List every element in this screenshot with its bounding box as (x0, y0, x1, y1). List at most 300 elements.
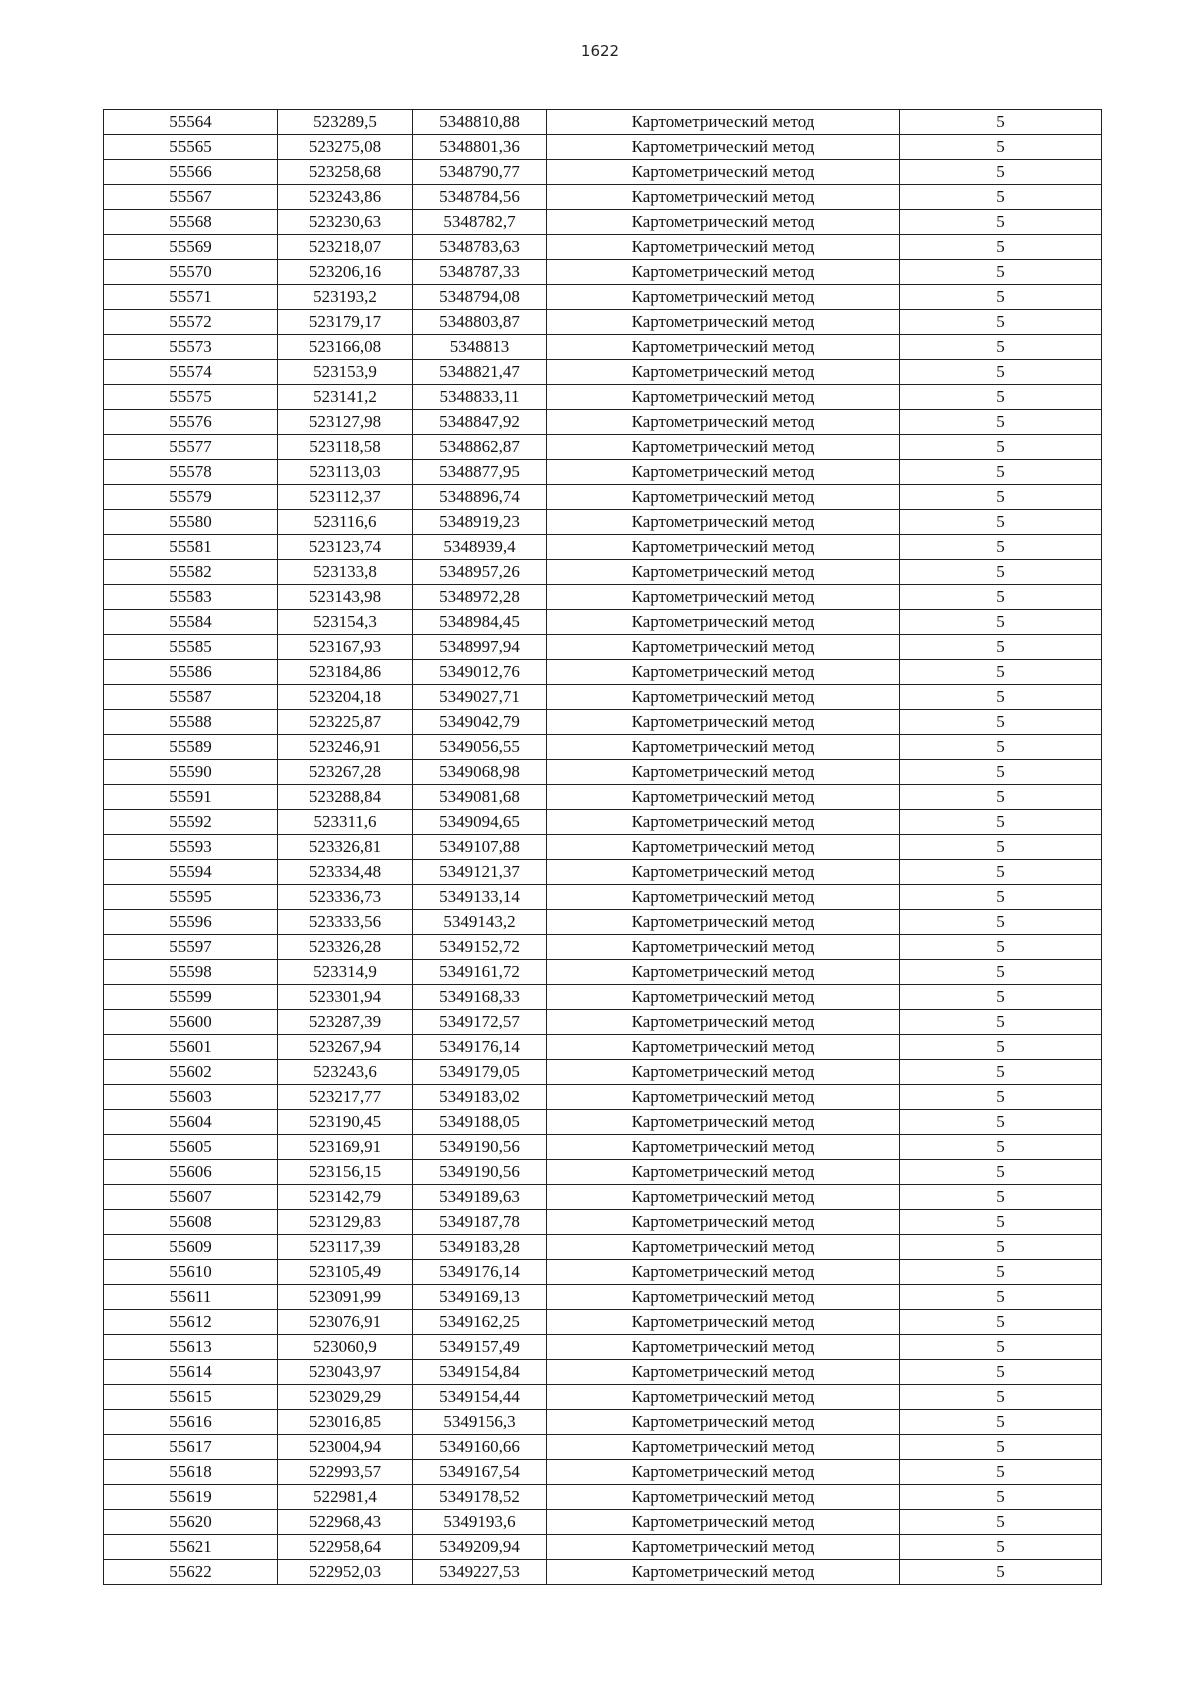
table-row (104, 1235, 1102, 1260)
accuracy-cell: 5 (900, 210, 1102, 235)
y-coordinate-cell: 5348997,94 (413, 635, 547, 660)
point-number-cell: 55567 (104, 185, 278, 210)
y-coordinate-cell: 5349167,54 (413, 1460, 547, 1485)
accuracy-cell: 5 (900, 1410, 1102, 1435)
y-coordinate-cell: 5349152,72 (413, 935, 547, 960)
table-row (104, 485, 1102, 510)
y-coordinate-cell: 5348984,45 (413, 610, 547, 635)
point-number-cell: 55565 (104, 135, 278, 160)
table-row (104, 260, 1102, 285)
y-coordinate-cell: 5349189,63 (413, 1185, 547, 1210)
accuracy-cell: 5 (900, 1035, 1102, 1060)
point-number-cell: 55585 (104, 635, 278, 660)
table-row (104, 885, 1102, 910)
point-number-cell: 55594 (104, 860, 278, 885)
x-coordinate-cell: 523154,3 (278, 610, 413, 635)
y-coordinate-cell: 5349176,14 (413, 1035, 547, 1060)
table-row (104, 135, 1102, 160)
point-number-cell: 55617 (104, 1435, 278, 1460)
y-coordinate-cell: 5349157,49 (413, 1335, 547, 1360)
y-coordinate-cell: 5348847,92 (413, 410, 547, 435)
accuracy-cell: 5 (900, 335, 1102, 360)
method-cell: Картометрический метод (547, 585, 900, 610)
point-number-cell: 55572 (104, 310, 278, 335)
method-cell: Картометрический метод (547, 1110, 900, 1135)
y-coordinate-cell: 5349094,65 (413, 810, 547, 835)
point-number-cell: 55580 (104, 510, 278, 535)
table-row (104, 985, 1102, 1010)
y-coordinate-cell: 5348810,88 (413, 110, 547, 135)
accuracy-cell: 5 (900, 1385, 1102, 1410)
accuracy-cell: 5 (900, 1535, 1102, 1560)
table-row (104, 560, 1102, 585)
table-row (104, 310, 1102, 335)
accuracy-cell: 5 (900, 785, 1102, 810)
point-number-cell: 55587 (104, 685, 278, 710)
y-coordinate-cell: 5349168,33 (413, 985, 547, 1010)
accuracy-cell: 5 (900, 610, 1102, 635)
table-row (104, 1210, 1102, 1235)
point-number-cell: 55592 (104, 810, 278, 835)
point-number-cell: 55620 (104, 1510, 278, 1535)
table-row (104, 810, 1102, 835)
x-coordinate-cell: 523206,16 (278, 260, 413, 285)
table-row (104, 735, 1102, 760)
method-cell: Картометрический метод (547, 710, 900, 735)
method-cell: Картометрический метод (547, 560, 900, 585)
x-coordinate-cell: 522958,64 (278, 1535, 413, 1560)
y-coordinate-cell: 5349107,88 (413, 835, 547, 860)
table-row (104, 360, 1102, 385)
point-number-cell: 55582 (104, 560, 278, 585)
y-coordinate-cell: 5348784,56 (413, 185, 547, 210)
x-coordinate-cell: 523246,91 (278, 735, 413, 760)
table-row (104, 1560, 1102, 1585)
table-row (104, 610, 1102, 635)
point-number-cell: 55578 (104, 460, 278, 485)
table-body (104, 110, 1102, 1585)
accuracy-cell: 5 (900, 810, 1102, 835)
y-coordinate-cell: 5349154,84 (413, 1360, 547, 1385)
table-row (104, 210, 1102, 235)
accuracy-cell: 5 (900, 760, 1102, 785)
point-number-cell: 55613 (104, 1335, 278, 1360)
y-coordinate-cell: 5348972,28 (413, 585, 547, 610)
x-coordinate-cell: 523116,6 (278, 510, 413, 535)
point-number-cell: 55609 (104, 1235, 278, 1260)
accuracy-cell: 5 (900, 485, 1102, 510)
method-cell: Картометрический метод (547, 760, 900, 785)
accuracy-cell: 5 (900, 1060, 1102, 1085)
y-coordinate-cell: 5348919,23 (413, 510, 547, 535)
table-row (104, 1435, 1102, 1460)
table-row (104, 785, 1102, 810)
method-cell: Картометрический метод (547, 985, 900, 1010)
y-coordinate-cell: 5349012,76 (413, 660, 547, 685)
y-coordinate-cell: 5349169,13 (413, 1285, 547, 1310)
point-number-cell: 55570 (104, 260, 278, 285)
x-coordinate-cell: 523118,58 (278, 435, 413, 460)
method-cell: Картометрический метод (547, 1435, 900, 1460)
x-coordinate-cell: 523243,6 (278, 1060, 413, 1085)
x-coordinate-cell: 523141,2 (278, 385, 413, 410)
x-coordinate-cell: 523016,85 (278, 1410, 413, 1435)
x-coordinate-cell: 523301,94 (278, 985, 413, 1010)
x-coordinate-cell: 523336,73 (278, 885, 413, 910)
accuracy-cell: 5 (900, 685, 1102, 710)
accuracy-cell: 5 (900, 910, 1102, 935)
y-coordinate-cell: 5348833,11 (413, 385, 547, 410)
accuracy-cell: 5 (900, 1485, 1102, 1510)
table-row (104, 1310, 1102, 1335)
accuracy-cell: 5 (900, 435, 1102, 460)
point-number-cell: 55564 (104, 110, 278, 135)
y-coordinate-cell: 5349156,3 (413, 1410, 547, 1435)
table-row (104, 510, 1102, 535)
accuracy-cell: 5 (900, 835, 1102, 860)
x-coordinate-cell: 523267,94 (278, 1035, 413, 1060)
point-number-cell: 55611 (104, 1285, 278, 1310)
accuracy-cell: 5 (900, 1310, 1102, 1335)
x-coordinate-cell: 523004,94 (278, 1435, 413, 1460)
y-coordinate-cell: 5349056,55 (413, 735, 547, 760)
table-row (104, 1460, 1102, 1485)
accuracy-cell: 5 (900, 285, 1102, 310)
table-row (104, 160, 1102, 185)
method-cell: Картометрический метод (547, 685, 900, 710)
method-cell: Картометрический метод (547, 410, 900, 435)
point-number-cell: 55602 (104, 1060, 278, 1085)
point-number-cell: 55588 (104, 710, 278, 735)
method-cell: Картометрический метод (547, 285, 900, 310)
accuracy-cell: 5 (900, 235, 1102, 260)
method-cell: Картометрический метод (547, 1360, 900, 1385)
method-cell: Картометрический метод (547, 735, 900, 760)
point-number-cell: 55581 (104, 535, 278, 560)
y-coordinate-cell: 5349188,05 (413, 1110, 547, 1135)
y-coordinate-cell: 5348877,95 (413, 460, 547, 485)
table-row (104, 1035, 1102, 1060)
y-coordinate-cell: 5349121,37 (413, 860, 547, 885)
coordinates-table (103, 109, 1102, 1585)
accuracy-cell: 5 (900, 1085, 1102, 1110)
y-coordinate-cell: 5348787,33 (413, 260, 547, 285)
y-coordinate-cell: 5348957,26 (413, 560, 547, 585)
y-coordinate-cell: 5349176,14 (413, 1260, 547, 1285)
accuracy-cell: 5 (900, 1560, 1102, 1585)
x-coordinate-cell: 523143,98 (278, 585, 413, 610)
point-number-cell: 55604 (104, 1110, 278, 1135)
accuracy-cell: 5 (900, 1010, 1102, 1035)
y-coordinate-cell: 5348803,87 (413, 310, 547, 335)
method-cell: Картометрический метод (547, 485, 900, 510)
x-coordinate-cell: 523334,48 (278, 860, 413, 885)
table-row (104, 760, 1102, 785)
table-row (104, 1185, 1102, 1210)
point-number-cell: 55615 (104, 1385, 278, 1410)
y-coordinate-cell: 5349183,28 (413, 1235, 547, 1260)
x-coordinate-cell: 523156,15 (278, 1160, 413, 1185)
x-coordinate-cell: 523275,08 (278, 135, 413, 160)
point-number-cell: 55605 (104, 1135, 278, 1160)
point-number-cell: 55575 (104, 385, 278, 410)
table-row (104, 960, 1102, 985)
y-coordinate-cell: 5348790,77 (413, 160, 547, 185)
point-number-cell: 55571 (104, 285, 278, 310)
x-coordinate-cell: 523326,28 (278, 935, 413, 960)
point-number-cell: 55593 (104, 835, 278, 860)
method-cell: Картометрический метод (547, 1210, 900, 1235)
point-number-cell: 55610 (104, 1260, 278, 1285)
point-number-cell: 55603 (104, 1085, 278, 1110)
point-number-cell: 55599 (104, 985, 278, 1010)
method-cell: Картометрический метод (547, 1010, 900, 1035)
table-row (104, 385, 1102, 410)
x-coordinate-cell: 523133,8 (278, 560, 413, 585)
y-coordinate-cell: 5349187,78 (413, 1210, 547, 1235)
x-coordinate-cell: 523218,07 (278, 235, 413, 260)
table-row (104, 1285, 1102, 1310)
accuracy-cell: 5 (900, 1435, 1102, 1460)
method-cell: Картометрический метод (547, 1510, 900, 1535)
table-row (104, 1360, 1102, 1385)
accuracy-cell: 5 (900, 410, 1102, 435)
method-cell: Картометрический метод (547, 1485, 900, 1510)
point-number-cell: 55586 (104, 660, 278, 685)
point-number-cell: 55579 (104, 485, 278, 510)
method-cell: Картометрический метод (547, 535, 900, 560)
x-coordinate-cell: 523166,08 (278, 335, 413, 360)
accuracy-cell: 5 (900, 1285, 1102, 1310)
table-row (104, 1535, 1102, 1560)
y-coordinate-cell: 5349068,98 (413, 760, 547, 785)
point-number-cell: 55614 (104, 1360, 278, 1385)
x-coordinate-cell: 523190,45 (278, 1110, 413, 1135)
accuracy-cell: 5 (900, 660, 1102, 685)
x-coordinate-cell: 523204,18 (278, 685, 413, 710)
method-cell: Картометрический метод (547, 635, 900, 660)
point-number-cell: 55591 (104, 785, 278, 810)
method-cell: Картометрический метод (547, 1535, 900, 1560)
point-number-cell: 55577 (104, 435, 278, 460)
table-row (104, 685, 1102, 710)
y-coordinate-cell: 5349172,57 (413, 1010, 547, 1035)
table-row (104, 910, 1102, 935)
y-coordinate-cell: 5349179,05 (413, 1060, 547, 1085)
x-coordinate-cell: 523105,49 (278, 1260, 413, 1285)
point-number-cell: 55622 (104, 1560, 278, 1585)
method-cell: Картометрический метод (547, 835, 900, 860)
accuracy-cell: 5 (900, 935, 1102, 960)
method-cell: Картометрический метод (547, 1085, 900, 1110)
point-number-cell: 55598 (104, 960, 278, 985)
x-coordinate-cell: 523287,39 (278, 1010, 413, 1035)
x-coordinate-cell: 522968,43 (278, 1510, 413, 1535)
y-coordinate-cell: 5349161,72 (413, 960, 547, 985)
x-coordinate-cell: 523029,29 (278, 1385, 413, 1410)
point-number-cell: 55621 (104, 1535, 278, 1560)
table-row (104, 1510, 1102, 1535)
point-number-cell: 55601 (104, 1035, 278, 1060)
x-coordinate-cell: 523288,84 (278, 785, 413, 810)
x-coordinate-cell: 523258,68 (278, 160, 413, 185)
y-coordinate-cell: 5349227,53 (413, 1560, 547, 1585)
page-number: 1622 (580, 42, 620, 60)
table-row (104, 1410, 1102, 1435)
method-cell: Картометрический метод (547, 610, 900, 635)
x-coordinate-cell: 523113,03 (278, 460, 413, 485)
x-coordinate-cell: 523129,83 (278, 1210, 413, 1235)
accuracy-cell: 5 (900, 1185, 1102, 1210)
method-cell: Картометрический метод (547, 385, 900, 410)
accuracy-cell: 5 (900, 735, 1102, 760)
table-row (104, 860, 1102, 885)
y-coordinate-cell: 5348862,87 (413, 435, 547, 460)
point-number-cell: 55612 (104, 1310, 278, 1335)
point-number-cell: 55566 (104, 160, 278, 185)
table-row (104, 335, 1102, 360)
x-coordinate-cell: 523230,63 (278, 210, 413, 235)
accuracy-cell: 5 (900, 585, 1102, 610)
table-row (104, 660, 1102, 685)
table-row (104, 1260, 1102, 1285)
y-coordinate-cell: 5348782,7 (413, 210, 547, 235)
accuracy-cell: 5 (900, 860, 1102, 885)
y-coordinate-cell: 5349162,25 (413, 1310, 547, 1335)
x-coordinate-cell: 523091,99 (278, 1285, 413, 1310)
table-row (104, 1135, 1102, 1160)
x-coordinate-cell: 523326,81 (278, 835, 413, 860)
table-row (104, 110, 1102, 135)
accuracy-cell: 5 (900, 710, 1102, 735)
x-coordinate-cell: 522952,03 (278, 1560, 413, 1585)
accuracy-cell: 5 (900, 310, 1102, 335)
accuracy-cell: 5 (900, 510, 1102, 535)
y-coordinate-cell: 5349193,6 (413, 1510, 547, 1535)
x-coordinate-cell: 523076,91 (278, 1310, 413, 1335)
method-cell: Картометрический метод (547, 885, 900, 910)
method-cell: Картометрический метод (547, 1460, 900, 1485)
x-coordinate-cell: 523179,17 (278, 310, 413, 335)
x-coordinate-cell: 523184,86 (278, 660, 413, 685)
accuracy-cell: 5 (900, 535, 1102, 560)
y-coordinate-cell: 5349183,02 (413, 1085, 547, 1110)
y-coordinate-cell: 5348794,08 (413, 285, 547, 310)
method-cell: Картометрический метод (547, 210, 900, 235)
accuracy-cell: 5 (900, 1260, 1102, 1285)
table-row (104, 285, 1102, 310)
method-cell: Картометрический метод (547, 1285, 900, 1310)
y-coordinate-cell: 5348813 (413, 335, 547, 360)
y-coordinate-cell: 5349133,14 (413, 885, 547, 910)
point-number-cell: 55607 (104, 1185, 278, 1210)
x-coordinate-cell: 523333,56 (278, 910, 413, 935)
method-cell: Картометрический метод (547, 1135, 900, 1160)
table-row (104, 1110, 1102, 1135)
method-cell: Картометрический метод (547, 1235, 900, 1260)
table-row (104, 235, 1102, 260)
method-cell: Картометрический метод (547, 1060, 900, 1085)
accuracy-cell: 5 (900, 1360, 1102, 1385)
accuracy-cell: 5 (900, 185, 1102, 210)
accuracy-cell: 5 (900, 160, 1102, 185)
table-row (104, 585, 1102, 610)
method-cell: Картометрический метод (547, 460, 900, 485)
method-cell: Картометрический метод (547, 435, 900, 460)
method-cell: Картометрический метод (547, 1410, 900, 1435)
method-cell: Картометрический метод (547, 785, 900, 810)
accuracy-cell: 5 (900, 1210, 1102, 1235)
method-cell: Картометрический метод (547, 110, 900, 135)
table-row (104, 185, 1102, 210)
method-cell: Картометрический метод (547, 1160, 900, 1185)
x-coordinate-cell: 523060,9 (278, 1335, 413, 1360)
table-row (104, 1335, 1102, 1360)
method-cell: Картометрический метод (547, 135, 900, 160)
point-number-cell: 55595 (104, 885, 278, 910)
point-number-cell: 55569 (104, 235, 278, 260)
y-coordinate-cell: 5349081,68 (413, 785, 547, 810)
method-cell: Картометрический метод (547, 1185, 900, 1210)
y-coordinate-cell: 5349190,56 (413, 1160, 547, 1185)
y-coordinate-cell: 5349190,56 (413, 1135, 547, 1160)
y-coordinate-cell: 5349178,52 (413, 1485, 547, 1510)
accuracy-cell: 5 (900, 1510, 1102, 1535)
method-cell: Картометрический метод (547, 1260, 900, 1285)
table-row (104, 1385, 1102, 1410)
table-row (104, 1485, 1102, 1510)
x-coordinate-cell: 523289,5 (278, 110, 413, 135)
method-cell: Картометрический метод (547, 960, 900, 985)
method-cell: Картометрический метод (547, 860, 900, 885)
method-cell: Картометрический метод (547, 185, 900, 210)
method-cell: Картометрический метод (547, 235, 900, 260)
x-coordinate-cell: 523267,28 (278, 760, 413, 785)
point-number-cell: 55616 (104, 1410, 278, 1435)
x-coordinate-cell: 523217,77 (278, 1085, 413, 1110)
accuracy-cell: 5 (900, 885, 1102, 910)
y-coordinate-cell: 5349209,94 (413, 1535, 547, 1560)
method-cell: Картометрический метод (547, 1385, 900, 1410)
point-number-cell: 55606 (104, 1160, 278, 1185)
accuracy-cell: 5 (900, 360, 1102, 385)
table-row (104, 410, 1102, 435)
method-cell: Картометрический метод (547, 310, 900, 335)
point-number-cell: 55600 (104, 1010, 278, 1035)
table-row (104, 710, 1102, 735)
accuracy-cell: 5 (900, 960, 1102, 985)
x-coordinate-cell: 523123,74 (278, 535, 413, 560)
x-coordinate-cell: 522993,57 (278, 1460, 413, 1485)
point-number-cell: 55590 (104, 760, 278, 785)
table-row (104, 1085, 1102, 1110)
accuracy-cell: 5 (900, 1160, 1102, 1185)
y-coordinate-cell: 5348821,47 (413, 360, 547, 385)
y-coordinate-cell: 5349143,2 (413, 910, 547, 935)
method-cell: Картометрический метод (547, 335, 900, 360)
accuracy-cell: 5 (900, 1110, 1102, 1135)
accuracy-cell: 5 (900, 110, 1102, 135)
method-cell: Картометрический метод (547, 1335, 900, 1360)
table-row (104, 1060, 1102, 1085)
y-coordinate-cell: 5348896,74 (413, 485, 547, 510)
table-row (104, 1010, 1102, 1035)
x-coordinate-cell: 523314,9 (278, 960, 413, 985)
method-cell: Картометрический метод (547, 1560, 900, 1585)
accuracy-cell: 5 (900, 135, 1102, 160)
x-coordinate-cell: 523127,98 (278, 410, 413, 435)
table-row (104, 935, 1102, 960)
